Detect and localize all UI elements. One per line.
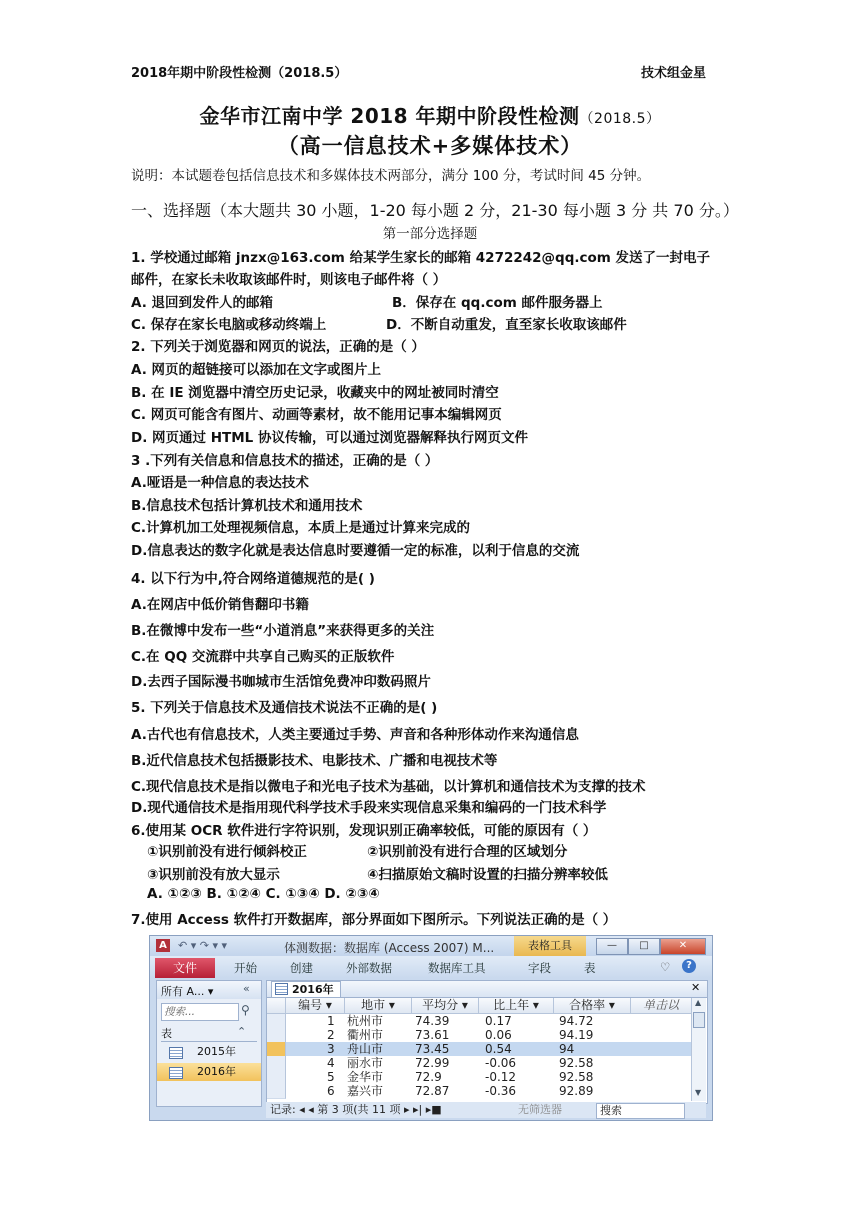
q1-stem-line2: 邮件，在家长未收取该邮件时，则该电子邮件将（ ） bbox=[131, 272, 447, 288]
q5-option-d: D.现代通信技术是指用现代科学技术手段来实现信息采集和编码的一门技术科学 bbox=[131, 800, 607, 816]
cell-average[interactable]: 72.9 bbox=[415, 1070, 442, 1084]
cell-city[interactable]: 嘉兴市 bbox=[347, 1084, 384, 1098]
cell-city[interactable]: 舟山市 bbox=[347, 1042, 384, 1056]
table-row[interactable] bbox=[267, 1014, 691, 1028]
q4-option-b: B.在微博中发布一些“小道消息”来获得更多的关注 bbox=[131, 623, 435, 639]
exam-note: 说明：本试题卷包括信息技术和多媒体技术两部分，满分 100 分，考试时间 45 分钟。 bbox=[131, 168, 651, 184]
q5-option-b: B.近代信息技术包括摄影技术、电影技术、广播和电视技术等 bbox=[131, 753, 498, 769]
exam-title-date: （2018.5） bbox=[579, 111, 661, 127]
scroll-thumb[interactable] bbox=[693, 1012, 705, 1028]
q4-option-a: A.在网店中低价销售翻印书籍 bbox=[131, 597, 309, 613]
section-heading: 一、选择题（本大题共 30 小题，1-20 每小题 2 分，21-30 每小题 3 分 共 70 分。） bbox=[131, 201, 739, 220]
tab-database-tools[interactable]: 数据库工具 bbox=[428, 961, 486, 975]
vertical-scrollbar[interactable] bbox=[691, 998, 706, 1101]
q6-item-1: ①识别前没有进行倾斜校正 bbox=[147, 844, 307, 860]
q6-item-3: ③识别前没有放大显示 bbox=[147, 867, 280, 883]
tab-external-data[interactable]: 外部数据 bbox=[346, 961, 392, 975]
cell-pass-rate[interactable]: 92.58 bbox=[559, 1056, 594, 1070]
q5-stem: 5. 下列关于信息技术及通信技术说法不正确的是( ) bbox=[131, 700, 438, 716]
table-row[interactable] bbox=[267, 1084, 691, 1098]
record-navigation-bar bbox=[266, 1102, 706, 1118]
access-titlebar bbox=[150, 936, 712, 956]
cell-change[interactable]: -0.36 bbox=[485, 1084, 517, 1098]
page-header-left: 2018年期中阶段性检测（2018.5） bbox=[131, 66, 348, 81]
nav-group-tables[interactable] bbox=[161, 1025, 257, 1042]
row-selector[interactable] bbox=[267, 1070, 286, 1085]
q4-option-c: C.在 QQ 交流群中共享自己购买的正版软件 bbox=[131, 649, 395, 665]
tab-file[interactable]: 文件 bbox=[155, 958, 215, 978]
row-selector[interactable] bbox=[267, 1028, 286, 1043]
q7-stem: 7.使用 Access 软件打开数据库，部分界面如下图所示。下列说法正确的是（ ） bbox=[131, 912, 617, 928]
nav-pane-filter[interactable]: 所有 A... ▾ bbox=[161, 985, 214, 998]
q2-stem: 2. 下列关于浏览器和网页的说法，正确的是（ ） bbox=[131, 339, 425, 355]
q6-choices: A. ①②③ B. ①②④ C. ①③④ D. ②③④ bbox=[147, 886, 380, 902]
q1-stem-line1: 1. 学校通过邮箱 jnzx@163.com 给某学生家长的邮箱 4272242@qq.com 发送了一封电子 bbox=[131, 250, 711, 266]
cell-change[interactable]: 0.54 bbox=[485, 1042, 512, 1056]
cell-id[interactable]: 1 bbox=[327, 1014, 335, 1028]
cell-id[interactable]: 3 bbox=[327, 1042, 335, 1056]
cell-average[interactable]: 74.39 bbox=[415, 1014, 450, 1028]
nav-item-label: 2015年 bbox=[197, 1045, 236, 1058]
tab-table[interactable]: 表 bbox=[584, 961, 596, 975]
q2-option-b: B. 在 IE 浏览器中清空历史记录，收藏夹中的网址被同时清空 bbox=[131, 385, 499, 401]
filter-indicator[interactable]: 无筛选器 bbox=[518, 1103, 562, 1116]
cell-city[interactable]: 杭州市 bbox=[347, 1014, 384, 1028]
close-tab-icon[interactable]: ✕ bbox=[691, 981, 701, 994]
nav-item-label: 2016年 bbox=[197, 1065, 236, 1078]
cell-change[interactable]: -0.06 bbox=[485, 1056, 517, 1070]
q1-option-d: D．不断自动重发，直至家长收取该邮件 bbox=[386, 317, 627, 333]
q6-item-4: ④扫描原始文稿时设置的扫描分辨率较低 bbox=[367, 867, 608, 883]
cell-change[interactable]: 0.17 bbox=[485, 1014, 512, 1028]
q3-option-a: A.哑语是一种信息的表达技术 bbox=[131, 475, 309, 491]
q3-stem: 3 .下列有关信息和信息技术的描述，正确的是（ ） bbox=[131, 453, 439, 469]
table-icon bbox=[275, 983, 288, 995]
tab-create[interactable]: 创建 bbox=[290, 961, 313, 975]
nav-search-input[interactable]: 搜索... bbox=[161, 1003, 239, 1021]
nav-item-table-2015[interactable] bbox=[157, 1043, 261, 1061]
exam-title bbox=[0, 100, 860, 129]
close-icon[interactable]: ✕ bbox=[660, 938, 706, 955]
cell-city[interactable]: 丽水市 bbox=[347, 1056, 384, 1070]
cell-pass-rate[interactable]: 92.89 bbox=[559, 1084, 594, 1098]
exam-subtitle: （高一信息技术+多媒体技术） bbox=[277, 134, 583, 158]
nav-item-table-2016[interactable] bbox=[157, 1063, 261, 1081]
document-tab-bar bbox=[267, 981, 707, 998]
cell-city[interactable]: 衢州市 bbox=[347, 1028, 384, 1042]
document-tab-2016[interactable]: 2016年 bbox=[271, 981, 341, 997]
cell-id[interactable]: 5 bbox=[327, 1070, 335, 1084]
cell-id[interactable]: 6 bbox=[327, 1084, 335, 1098]
nav-pane-header[interactable] bbox=[157, 981, 261, 999]
q4-option-d: D.去西子国际漫书咖城市生活馆免费冲印数码照片 bbox=[131, 674, 431, 690]
cell-change[interactable]: 0.06 bbox=[485, 1028, 512, 1042]
record-navigator[interactable]: 记录: ◂ ◂ 第 3 项(共 11 项 ▸ ▸| ▸■ bbox=[270, 1103, 442, 1116]
select-all-corner[interactable] bbox=[267, 998, 286, 1014]
row-selector[interactable] bbox=[267, 1042, 286, 1057]
q4-stem: 4. 以下行为中,符合网络道德规范的是( ) bbox=[131, 571, 375, 587]
q6-stem: 6.使用某 OCR 软件进行字符识别，发现识别正确率较低，可能的原因有（ ） bbox=[131, 823, 597, 839]
cell-id[interactable]: 2 bbox=[327, 1028, 335, 1042]
column-header-change[interactable]: 比上年 ▾ bbox=[479, 998, 554, 1014]
table-row[interactable] bbox=[267, 1028, 691, 1042]
ribbon-tabs bbox=[150, 956, 712, 978]
scroll-down-icon[interactable]: ▼ bbox=[695, 1088, 702, 1097]
column-header-id[interactable]: 编号 ▾ bbox=[286, 998, 345, 1014]
row-selector[interactable] bbox=[267, 1056, 286, 1071]
table-row[interactable] bbox=[267, 1070, 691, 1084]
tab-home[interactable]: 开始 bbox=[234, 961, 257, 975]
access-logo-icon[interactable]: A bbox=[156, 939, 170, 952]
table-icon bbox=[169, 1067, 183, 1079]
scroll-up-icon[interactable]: ▲ bbox=[695, 998, 702, 1007]
help-icon[interactable]: ? bbox=[682, 959, 696, 973]
search-icon[interactable]: ⚲ bbox=[241, 1003, 250, 1017]
navigation-pane bbox=[156, 980, 262, 1107]
q2-option-d: D. 网页通过 HTML 协议传输，可以通过浏览器解释执行网页文件 bbox=[131, 430, 528, 446]
cell-id[interactable]: 4 bbox=[327, 1056, 335, 1070]
cell-change[interactable]: -0.12 bbox=[485, 1070, 517, 1084]
access-screenshot bbox=[149, 935, 713, 1121]
datasheet bbox=[266, 980, 708, 1104]
column-header-city[interactable]: 地市 ▾ bbox=[345, 998, 412, 1014]
row-selector[interactable] bbox=[267, 1014, 286, 1029]
cell-average[interactable]: 73.45 bbox=[415, 1042, 450, 1056]
minimize-icon[interactable]: — bbox=[596, 938, 628, 955]
chevron-up-icon[interactable]: ⌃ bbox=[237, 1025, 247, 1038]
q2-option-c: C. 网页可能含有图片、动画等素材，故不能用记事本编辑网页 bbox=[131, 407, 502, 423]
q6-item-2: ②识别前没有进行合理的区域划分 bbox=[367, 844, 568, 860]
maximize-icon[interactable]: □ bbox=[628, 938, 660, 955]
q1-option-c: C. 保存在家长电脑或移动终端上 bbox=[131, 317, 327, 333]
column-header-add-field[interactable]: 单击以 bbox=[631, 998, 692, 1014]
column-header-pass-rate[interactable]: 合格率 ▾ bbox=[554, 998, 631, 1014]
nav-collapse-icon[interactable]: « bbox=[243, 982, 250, 995]
column-header-average[interactable]: 平均分 ▾ bbox=[412, 998, 479, 1014]
q1-option-a: A. 退回到发件人的邮箱 bbox=[131, 295, 274, 311]
cell-average[interactable]: 72.87 bbox=[415, 1084, 450, 1098]
q5-option-a: A.古代也有信息技术，人类主要通过手势、声音和各种形体动作来沟通信息 bbox=[131, 727, 579, 743]
q2-option-a: A. 网页的超链接可以添加在文字或图片上 bbox=[131, 362, 382, 378]
cell-average[interactable]: 72.99 bbox=[415, 1056, 450, 1070]
row-selector[interactable] bbox=[267, 1084, 286, 1099]
nav-group-label: 表 bbox=[161, 1027, 172, 1040]
ribbon-minimize-icon[interactable]: ♡ bbox=[660, 960, 671, 974]
quick-access-toolbar[interactable]: ↶ ▾ ↷ ▾ ▾ bbox=[178, 939, 227, 952]
record-search-input[interactable]: 搜索 bbox=[596, 1103, 685, 1119]
page-header-right: 技术组金星 bbox=[641, 66, 707, 81]
cell-pass-rate[interactable]: 92.58 bbox=[559, 1070, 594, 1084]
part-heading: 第一部分选择题 bbox=[382, 226, 478, 242]
q3-option-b: B.信息技术包括计算机技术和通用技术 bbox=[131, 498, 363, 514]
tab-fields[interactable]: 字段 bbox=[528, 961, 551, 975]
cell-pass-rate[interactable]: 94.72 bbox=[559, 1014, 594, 1028]
cell-pass-rate[interactable]: 94 bbox=[559, 1042, 575, 1056]
exam-title-main: 金华市江南中学 2018 年期中阶段性检测 bbox=[199, 104, 580, 128]
table-icon bbox=[169, 1047, 183, 1059]
table-row-selected[interactable] bbox=[267, 1042, 691, 1056]
cell-pass-rate[interactable]: 94.19 bbox=[559, 1028, 594, 1042]
context-tab-table-tools[interactable]: 表格工具 bbox=[514, 936, 586, 956]
q3-option-c: C.计算机加工处理视频信息，本质上是通过计算来完成的 bbox=[131, 520, 471, 536]
q3-option-d: D.信息表达的数字化就是表达信息时要遵循一定的标准，以利于信息的交流 bbox=[131, 543, 580, 559]
table-row[interactable] bbox=[267, 1056, 691, 1070]
q5-option-c: C.现代信息技术是指以微电子和光电子技术为基础，以计算机和通信技术为支撑的技术 bbox=[131, 779, 646, 795]
cell-city[interactable]: 金华市 bbox=[347, 1070, 384, 1084]
q1-option-b: B．保存在 qq.com 邮件服务器上 bbox=[392, 295, 603, 311]
window-title: 体测数据：数据库 (Access 2007) M... bbox=[284, 941, 495, 955]
cell-average[interactable]: 73.61 bbox=[415, 1028, 450, 1042]
